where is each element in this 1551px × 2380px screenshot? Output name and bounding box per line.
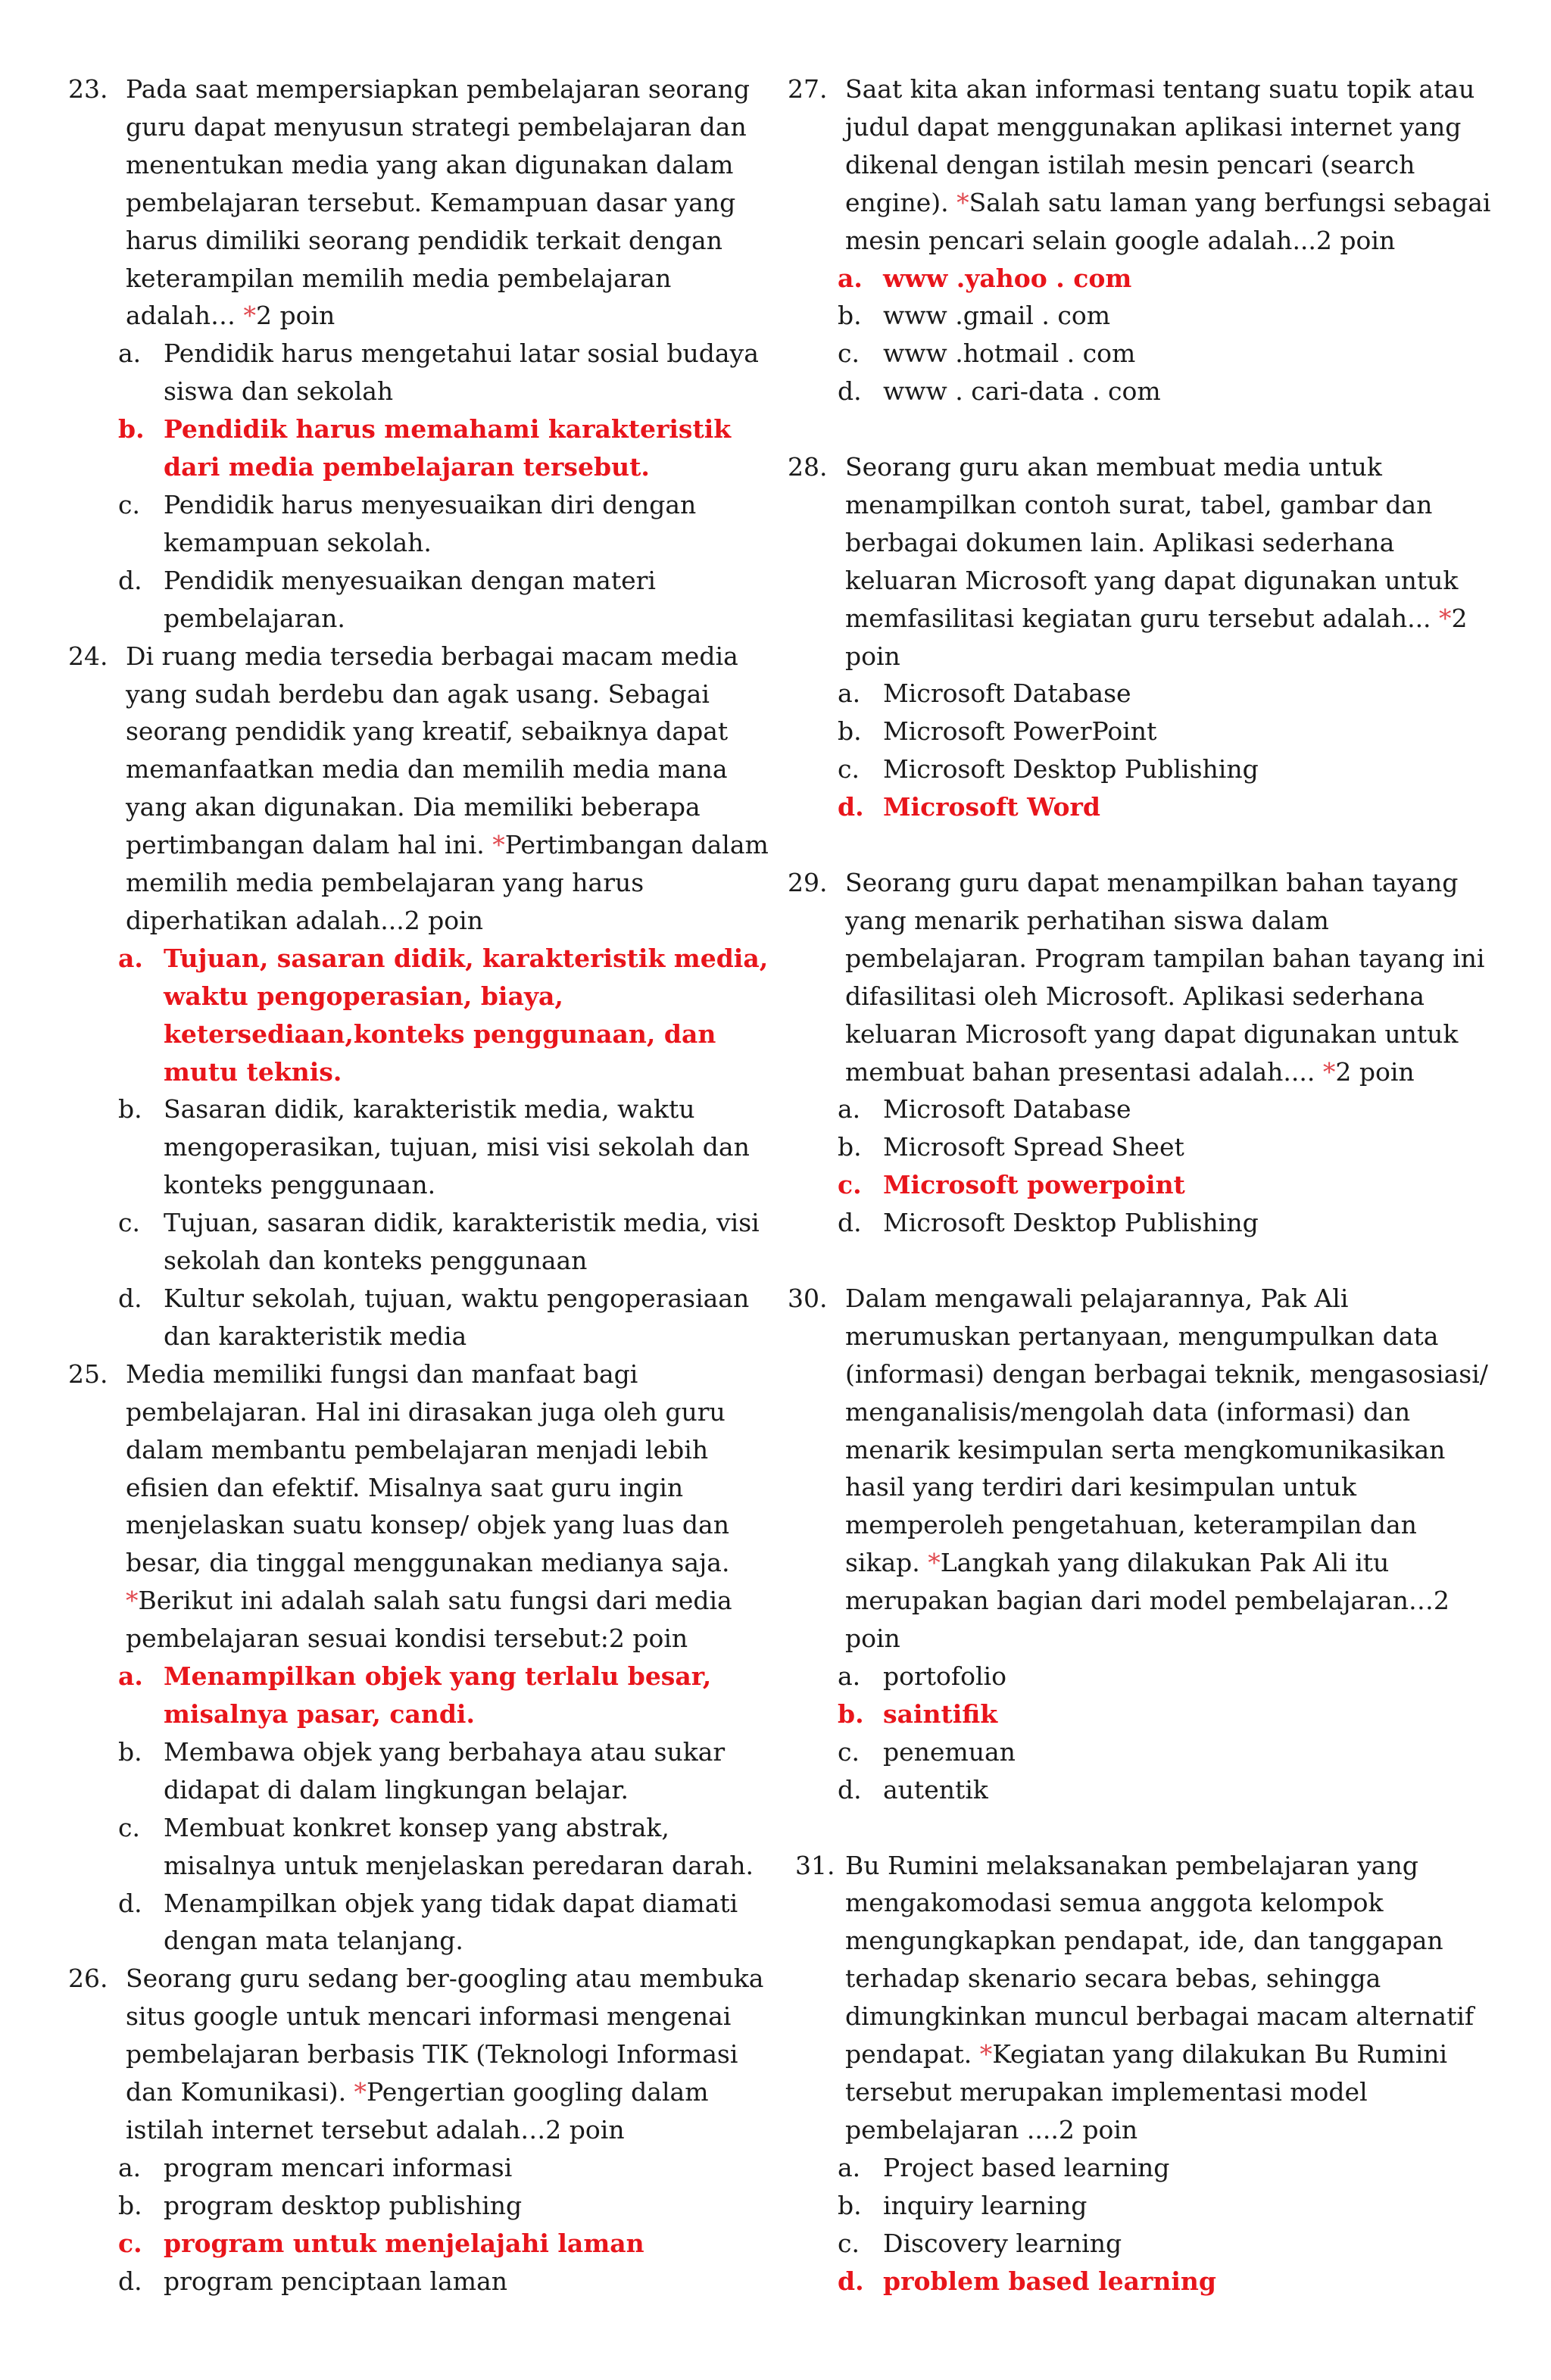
options-list xyxy=(68,1658,772,1960)
question-31 xyxy=(788,1847,1492,2149)
question-27 xyxy=(788,70,1492,260)
option-letter: c. xyxy=(118,489,140,519)
option-letter: d. xyxy=(118,1888,142,1918)
option-text: Microsoft Database xyxy=(883,678,1131,709)
options-list xyxy=(68,940,772,1355)
options-list xyxy=(788,1658,1492,1809)
option-text: Sasaran didik, karakteristik media, waktu mengoperasikan, tujuan, misi visi sekolah dan konteks penggunaan. xyxy=(164,1094,750,1200)
option-letter: b. xyxy=(118,1094,142,1124)
option-letter: b. xyxy=(838,1698,864,1729)
option-d[interactable] xyxy=(788,373,1492,410)
option-b-correct[interactable] xyxy=(68,410,772,486)
option-text: Menampilkan objek yang terlalu besar, misalnya pasar, candi. xyxy=(164,1661,712,1729)
question-points: 2 poin xyxy=(845,603,1468,671)
option-text: Microsoft Spread Sheet xyxy=(883,1132,1184,1162)
option-b[interactable] xyxy=(68,1090,772,1204)
option-text: Microsoft Desktop Publishing xyxy=(883,1208,1259,1238)
question-text xyxy=(126,638,772,940)
question-stem: Seorang guru dapat menampilkan bahan tayang yang menarik perhatihan siswa dalam pembelajaran. Program tampilan bahan tayang ini difasilitasi oleh Microsoft. Aplikasi sederhana keluaran Microsoft yang dapat digunakan untuk membuat bahan presentasi adalah.... xyxy=(845,868,1485,1087)
option-b-correct[interactable] xyxy=(788,1695,1492,1733)
options-list xyxy=(788,1090,1492,1242)
option-letter: a. xyxy=(118,338,142,369)
option-b[interactable] xyxy=(68,1733,772,1809)
question-points: Berikut ini adalah salah satu fungsi dari media pembelajaran sesuai kondisi tersebut:2 poin xyxy=(126,1586,732,1654)
option-letter: c. xyxy=(838,2228,860,2258)
options-list xyxy=(788,2149,1492,2300)
question-points: Salah satu laman yang berfungsi sebagai mesin pencari selain google adalah...2 poin xyxy=(845,187,1491,255)
spacer xyxy=(788,826,1492,864)
required-marker: * xyxy=(1322,1056,1336,1087)
option-text: Discovery learning xyxy=(883,2228,1122,2258)
question-number: 28. xyxy=(788,452,828,482)
spacer xyxy=(788,1242,1492,1280)
option-text: Tujuan, sasaran didik, karakteristik media, visi sekolah dan konteks penggunaan xyxy=(164,1208,760,1276)
option-text: Tujuan, sasaran didik, karakteristik media, waktu pengoperasian, biaya, ketersediaan,konteks penggunaan, dan mutu teknis. xyxy=(164,943,769,1087)
question-25 xyxy=(68,1355,772,1658)
option-letter: a. xyxy=(838,1661,861,1692)
option-letter: d. xyxy=(838,1774,862,1804)
option-d[interactable] xyxy=(68,1885,772,1960)
question-number: 26. xyxy=(68,1964,108,1994)
option-text: Microsoft Word xyxy=(883,792,1100,822)
option-text: Kultur sekolah, tujuan, waktu pengoperasiaan dan karakteristik media xyxy=(164,1284,750,1351)
question-number: 30. xyxy=(788,1283,828,1313)
question-text xyxy=(845,864,1492,1090)
required-marker: * xyxy=(1439,603,1452,633)
question-number: 27. xyxy=(788,74,828,104)
option-letter: b. xyxy=(838,301,862,331)
option-text: www .hotmail . com xyxy=(883,338,1136,369)
question-number: 24. xyxy=(68,641,108,671)
option-c[interactable] xyxy=(788,2225,1492,2263)
option-letter: b. xyxy=(838,716,862,747)
option-letter: d. xyxy=(838,792,864,822)
question-26 xyxy=(68,1960,772,2149)
option-letter: d. xyxy=(118,2266,142,2296)
option-letter: a. xyxy=(118,2152,142,2182)
option-d-correct[interactable] xyxy=(788,788,1492,826)
question-points: Pengertian googling dalam istilah internet tersebut adalah…2 poin xyxy=(126,2077,709,2144)
option-letter: c. xyxy=(838,1170,862,1200)
right-column xyxy=(788,70,1492,2300)
question-number: 25. xyxy=(68,1358,108,1389)
option-text: problem based learning xyxy=(883,2266,1216,2296)
option-text: saintifik xyxy=(883,1698,998,1729)
required-marker: * xyxy=(979,2039,993,2070)
question-30 xyxy=(788,1280,1492,1658)
option-letter: c. xyxy=(838,1736,860,1767)
option-c[interactable] xyxy=(788,1733,1492,1771)
question-28 xyxy=(788,448,1492,675)
option-b[interactable] xyxy=(788,2187,1492,2225)
option-b[interactable] xyxy=(788,1128,1492,1166)
question-number: 31. xyxy=(795,1850,835,1880)
option-a-correct[interactable] xyxy=(68,1658,772,1733)
question-stem: Di ruang media tersedia berbagai macam media yang sudah berdebu dan agak usang. Sebagai seorang pendidik yang kreatif, sebaiknya dapat memanfaatkan media dan memilih media mana yang akan digunakan. Dia memiliki beberapa pertimbangan dalam hal ini. xyxy=(126,641,738,860)
option-text: autentik xyxy=(883,1774,988,1804)
question-29 xyxy=(788,864,1492,1090)
option-text: program desktop publishing xyxy=(164,2190,523,2220)
option-c[interactable] xyxy=(68,486,772,562)
option-a[interactable] xyxy=(68,2149,772,2187)
option-c[interactable] xyxy=(788,750,1492,788)
required-marker: * xyxy=(492,830,505,860)
option-d[interactable] xyxy=(68,2263,772,2300)
question-stem: Seorang guru sedang ber-googling atau membuka situs google untuk mencari informasi mengenai pembelajaran berbasis TIK (Teknologi Informasi dan Komunikasi). xyxy=(126,1964,764,2107)
option-letter: d. xyxy=(838,2266,864,2296)
option-letter: d. xyxy=(838,1208,862,1238)
option-b[interactable] xyxy=(68,2187,772,2225)
option-letter: a. xyxy=(838,2152,861,2182)
option-text: Project based learning xyxy=(883,2152,1170,2182)
option-letter: b. xyxy=(838,2190,862,2220)
option-a-correct[interactable] xyxy=(788,260,1492,298)
question-text xyxy=(845,448,1492,675)
option-letter: c. xyxy=(118,1812,140,1842)
option-text: www .yahoo . com xyxy=(883,263,1132,293)
options-list xyxy=(68,335,772,637)
question-stem: Seorang guru akan membuat media untuk menampilkan contoh surat, tabel, gambar dan berbagai dokumen lain. Aplikasi sederhana keluaran Microsoft yang dapat digunakan untuk memfasilitasi kegiatan guru tersebut adalah... xyxy=(845,452,1459,633)
option-a[interactable] xyxy=(68,335,772,410)
question-points: Kegiatan yang dilakukan Bu Rumini tersebut merupakan implementasi model pembelajaran ....2 poin xyxy=(845,2039,1448,2144)
option-letter: b. xyxy=(118,1736,142,1767)
question-points: 2 poin xyxy=(1335,1056,1415,1087)
option-text: www . cari-data . com xyxy=(883,376,1161,407)
option-letter: a. xyxy=(838,678,861,709)
spacer xyxy=(788,410,1492,448)
option-letter: a. xyxy=(118,1661,143,1692)
option-b[interactable] xyxy=(788,297,1492,335)
option-text: Pendidik menyesuaikan dengan materi pembelajaran. xyxy=(164,565,656,633)
question-23 xyxy=(68,70,772,335)
question-points: 2 poin xyxy=(255,301,335,331)
option-letter: b. xyxy=(118,2190,142,2220)
option-c-correct[interactable] xyxy=(68,2225,772,2263)
option-c-correct[interactable] xyxy=(788,1166,1492,1204)
question-text xyxy=(126,1355,772,1658)
option-c[interactable] xyxy=(68,1809,772,1885)
option-letter: c. xyxy=(838,754,860,784)
option-text: Pendidik harus mengetahui latar sosial budaya siswa dan sekolah xyxy=(164,338,759,407)
question-text xyxy=(126,1960,772,2149)
option-letter: c. xyxy=(118,1208,140,1238)
question-text xyxy=(126,70,772,335)
option-text: penemuan xyxy=(883,1736,1016,1767)
option-text: Microsoft PowerPoint xyxy=(883,716,1157,747)
option-text: www .gmail . com xyxy=(883,301,1111,331)
option-text: Membawa objek yang berbahaya atau sukar didapat di dalam lingkungan belajar. xyxy=(164,1736,726,1804)
option-text: Pendidik harus menyesuaikan diri dengan kemampuan sekolah. xyxy=(164,489,697,557)
left-column xyxy=(68,70,772,2300)
option-a[interactable] xyxy=(788,675,1492,713)
option-a-correct[interactable] xyxy=(68,940,772,1091)
spacer xyxy=(788,1809,1492,1847)
question-stem: Media memiliki fungsi dan manfaat bagi pembelajaran. Hal ini dirasakan juga oleh guru dalam membantu pembelajaran menjadi lebih efisien dan efektif. Misalnya saat guru ingin menjelaskan suatu konsep/ objek yang luas dan besar, dia tinggal menggunakan medianya saja. xyxy=(126,1358,730,1578)
option-a[interactable] xyxy=(788,1658,1492,1695)
question-stem: Bu Rumini melaksanakan pembelajaran yang mengakomodasi semua anggota kelompok mengungkapkan pendapat, ide, dan tanggapan terhadap skenario secara bebas, sehingga dimungkinkan muncul berbagai macam alternatif pendapat. xyxy=(845,1850,1475,2070)
question-points: Langkah yang dilakukan Pak Ali itu merupakan bagian dari model pembelajaran…2 poin xyxy=(845,1548,1450,1654)
option-letter: d. xyxy=(118,1284,142,1313)
question-text xyxy=(845,1280,1492,1658)
option-text: portofolio xyxy=(883,1661,1006,1692)
option-text: program penciptaan laman xyxy=(164,2266,507,2296)
question-number: 29. xyxy=(788,868,828,897)
question-text xyxy=(845,1847,1492,2149)
option-text: program untuk menjelajahi laman xyxy=(164,2228,644,2258)
option-d[interactable] xyxy=(68,562,772,638)
required-marker: * xyxy=(957,187,969,217)
required-marker: * xyxy=(126,1586,139,1616)
option-text: inquiry learning xyxy=(883,2190,1088,2220)
option-text: Menampilkan objek yang tidak dapat diamati dengan mata telanjang. xyxy=(164,1888,738,1956)
option-letter: a. xyxy=(118,943,143,973)
question-points: Pertimbangan dalam memilih media pembelajaran yang harus diperhatikan adalah...2 poin xyxy=(126,830,769,935)
question-stem: Saat kita akan informasi tentang suatu topik atau judul dapat menggunakan aplikasi internet yang dikenal dengan istilah mesin pencari (search engine). xyxy=(845,74,1475,217)
question-stem: Dalam mengawali pelajarannya, Pak Ali merumuskan pertanyaan, mengumpulkan data (informasi) dengan berbagai teknik, mengasosiasi/ menganalisis/mengolah data (informasi) dan menarik kesimpulan serta mengkomunikasikan hasil yang terdiri dari kesimpulan untuk memperoleh pengetahuan, keterampilan dan sikap. xyxy=(845,1283,1488,1578)
option-d[interactable] xyxy=(788,1771,1492,1809)
option-d[interactable] xyxy=(788,1204,1492,1242)
option-text: program mencari informasi xyxy=(164,2152,513,2182)
option-letter: a. xyxy=(838,263,863,293)
option-c[interactable] xyxy=(68,1204,772,1280)
option-d-correct[interactable] xyxy=(788,2263,1492,2300)
option-d[interactable] xyxy=(68,1280,772,1355)
option-text: Microsoft Desktop Publishing xyxy=(883,754,1259,784)
option-text: Microsoft powerpoint xyxy=(883,1170,1185,1200)
option-text: Pendidik harus memahami karakteristik dari media pembelajaran tersebut. xyxy=(164,414,732,482)
option-letter: d. xyxy=(838,376,862,407)
option-letter: d. xyxy=(118,565,142,595)
required-marker: * xyxy=(928,1548,941,1578)
question-number: 23. xyxy=(68,74,108,104)
option-letter: c. xyxy=(838,338,860,369)
question-24 xyxy=(68,638,772,940)
option-b[interactable] xyxy=(788,713,1492,750)
option-a[interactable] xyxy=(788,1090,1492,1128)
options-list xyxy=(788,675,1492,826)
option-letter: b. xyxy=(118,414,145,444)
required-marker: * xyxy=(354,2077,367,2107)
option-letter: c. xyxy=(118,2228,142,2258)
option-letter: a. xyxy=(838,1094,861,1124)
question-text xyxy=(845,70,1492,260)
options-list xyxy=(68,2149,772,2300)
required-marker: * xyxy=(243,301,256,331)
question-stem: Pada saat mempersiapkan pembelajaran seorang guru dapat menyusun strategi pembelajaran dan menentukan media yang akan digunakan dalam pembelajaran tersebut. Kemampuan dasar yang harus dimiliki seorang pendidik terkait dengan keterampilan memilih media pembelajaran adalah… xyxy=(126,74,751,331)
option-a[interactable] xyxy=(788,2149,1492,2187)
option-letter: b. xyxy=(838,1132,862,1162)
options-list xyxy=(788,260,1492,411)
option-text: Microsoft Database xyxy=(883,1094,1131,1124)
option-c[interactable] xyxy=(788,335,1492,373)
option-text: Membuat konkret konsep yang abstrak, misalnya untuk menjelaskan peredaran darah. xyxy=(164,1812,754,1880)
